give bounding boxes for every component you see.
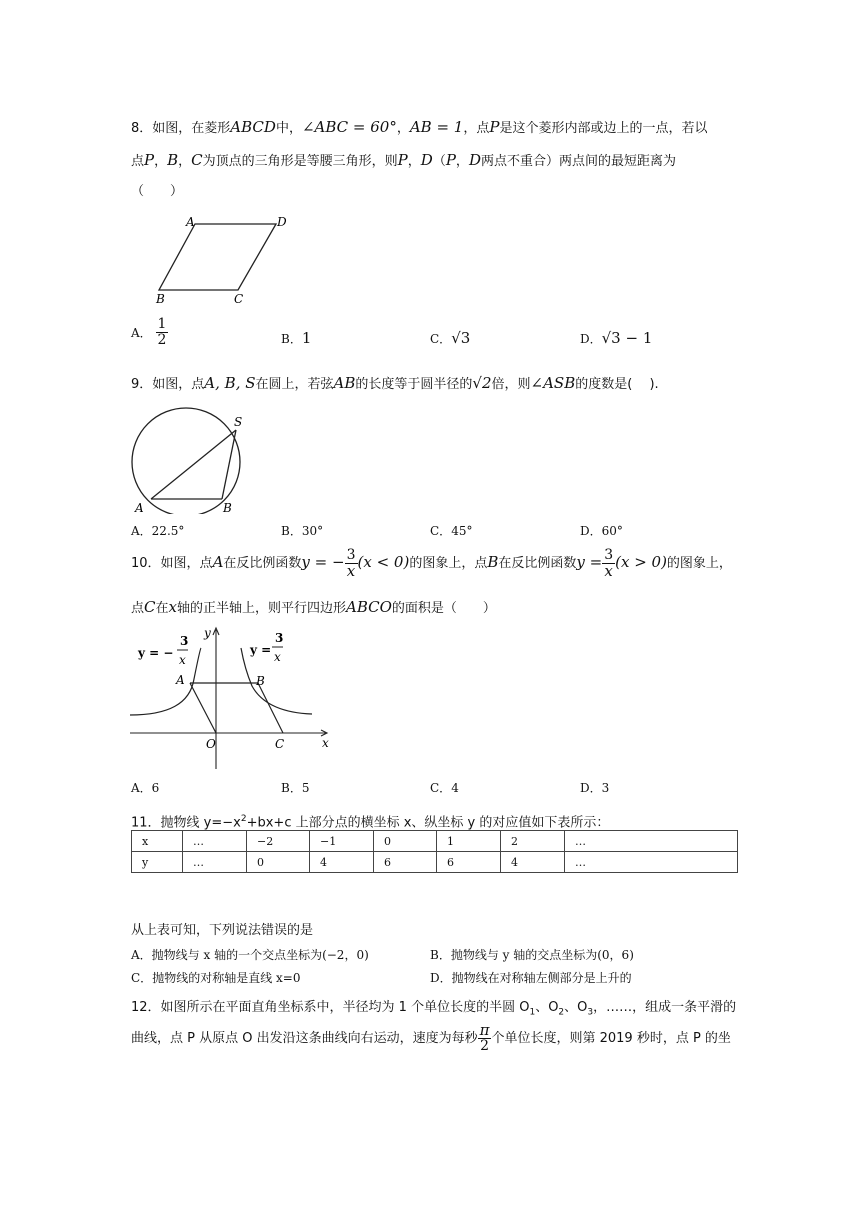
q9-stem: 9．如图，点A, B, S在圆上，若弦AB的长度等于圆半径的√2倍，则∠ASB的度数是( ). (131, 374, 659, 392)
rhombus-label-b: B (156, 292, 165, 306)
q8-option-c[interactable]: C．√3 (430, 329, 471, 347)
q12-line1: 12．如图所示在平面直角坐标系中，半径均为 1 个单位长度的半圆 $O_1$、$O_2$、$O_3$，……，组成一条平滑的 (131, 1000, 737, 1018)
circle-label-b: B (223, 501, 232, 514)
left-curve-den: x (179, 653, 186, 667)
q10-option-b[interactable]: B．5 (281, 781, 310, 795)
circle-figure (127, 406, 257, 514)
q10-line2: 点C在x轴的正半轴上，则平行四边形ABCO的面积是（ ） (131, 598, 496, 616)
q9-option-a[interactable]: A．22.5° (131, 524, 185, 538)
rhombus-label-a: A (186, 215, 195, 229)
table-row: x … −2 −1 0 1 2 … (132, 831, 738, 852)
q8-option-b[interactable]: B．1 (281, 329, 312, 347)
q8-line2: 点P，B，C为顶点的三角形是等腰三角形，则P，D（P，D两点不重合）两点间的最短距离为 (131, 151, 676, 169)
q9-option-b[interactable]: B．30° (281, 524, 324, 538)
table-row: y … 0 4 6 6 4 … (132, 852, 738, 873)
q10-option-a[interactable]: A．6 (131, 781, 160, 795)
rhombus-label-c: C (234, 292, 244, 306)
y-axis-label: y (204, 626, 211, 640)
right-curve-num: 3 (275, 631, 284, 645)
right-curve-eq: y = (250, 643, 272, 657)
circle-label-s: S (234, 415, 243, 429)
fraction-three-over-x-2: $\frac{3}{x}$ (604, 547, 614, 580)
q10-option-d[interactable]: D．3 (580, 781, 610, 795)
fraction-one-half: $\frac{1}{2}$ (157, 316, 167, 348)
q11-option-c[interactable]: C．抛物线的对称轴是直线 x=0 (131, 971, 301, 985)
left-curve-num: 3 (180, 634, 189, 648)
hyperbola-label-b: B (256, 674, 265, 688)
q11-option-b[interactable]: B．抛物线与 y 轴的交点坐标为(0，6) (430, 948, 634, 962)
right-curve-den: x (274, 650, 281, 664)
rhombus-label-d: D (277, 215, 287, 229)
q12-line2: 曲线，点 P 从原点 O 出发沿这条曲线向右运动，速度为每秒 $\frac{\pi}{2}$ 个单位长度，则第 2019 秒时，点 P 的坐 (131, 1021, 731, 1054)
x-axis-label: x (322, 736, 329, 750)
hyperbola-label-c: C (275, 737, 285, 751)
q9-option-c[interactable]: C．45° (430, 524, 473, 538)
q10-option-c[interactable]: C．4 (430, 781, 459, 795)
xy-value-table (131, 830, 738, 873)
q9-option-d[interactable]: D．60° (580, 524, 623, 538)
fraction-pi-over-two: $\frac{\pi}{2}$ (479, 1021, 490, 1054)
q11-option-a[interactable]: A．抛物线与 x 轴的一个交点坐标为(−2，0) (131, 948, 369, 962)
q10-line1: 10．如图，点A在反比例函数y = − $\frac{3}{x}$ (x < 0)的图象上，点B在反比例函数y = $\frac{3}{x}$ (x > 0)的图象上， (131, 547, 732, 580)
hyperbola-figure (128, 624, 338, 772)
q8-option-d[interactable]: D．√3 − 1 (580, 329, 653, 347)
q8-option-a[interactable]: A． $\frac{1}{2}$ (131, 316, 167, 348)
rhombus-figure (150, 212, 295, 307)
q11-conclusion: 从上表可知，下列说法错误的是 (131, 923, 314, 938)
left-curve-eq: y = − (138, 646, 174, 660)
hyperbola-label-a: A (176, 673, 185, 687)
hyperbola-label-o: O (206, 737, 216, 751)
q11-stem: 11．抛物线 $y=-x^2+bx+c$ 上部分点的横坐标 x、纵坐标 y 的对应值如下表所示： (131, 814, 610, 831)
q8-answer-blank: （ ） (131, 184, 184, 199)
q8-line1: 8．如图，在菱形ABCD中，∠ABC = 60°，AB = 1，点P是这个菱形内部或边上的一点，若以 (131, 118, 708, 136)
q11-option-d[interactable]: D．抛物线在对称轴左侧部分是上升的 (430, 971, 632, 985)
circle-label-a: A (135, 501, 144, 514)
fraction-three-over-x: $\frac{3}{x}$ (346, 547, 356, 580)
